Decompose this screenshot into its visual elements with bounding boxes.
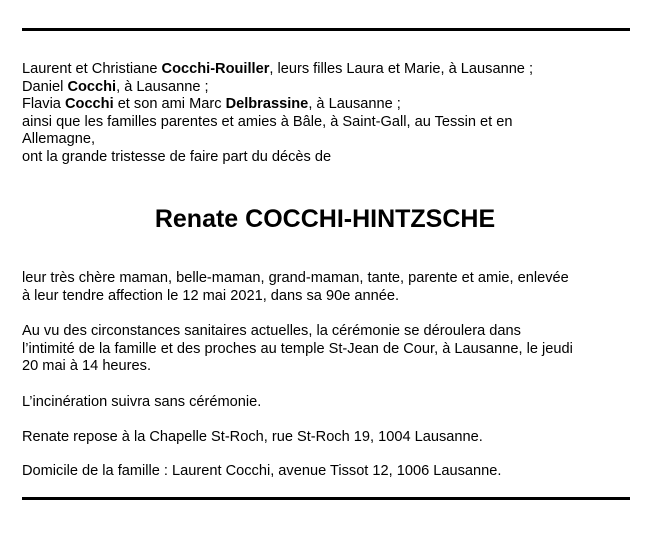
paragraph-line: à leur tendre affection le 12 mai 2021, dans sa 90e année. [22, 287, 400, 304]
family-announcement [22, 61, 622, 166]
paragraph-relationship [22, 270, 622, 305]
paragraph-chapel: Renate repose à la Chapelle St-Roch, rue St-Roch 19, 1004 Lausanne. [22, 429, 483, 445]
family-line-4: ainsi que les familles parentes et amies à Bâle, à Saint-Gall, au Tessin et en [22, 113, 513, 130]
family-line-6: ont la grande tristesse de faire part du décès de [22, 148, 332, 165]
paragraph-family-address: Domicile de la famille : Laurent Cocchi, avenue Tissot 12, 1006 Lausanne. [22, 463, 502, 479]
top-rule [22, 28, 630, 31]
paragraph-line: leur très chère maman, belle-maman, grand-maman, tante, parente et amie, enlevée [22, 270, 569, 286]
surname-cocchi: Cocchi [67, 78, 117, 95]
surname-cocchi-rouiller: Cocchi-Rouiller [161, 61, 270, 77]
surname-delbrassine: Delbrassine [225, 96, 309, 112]
surname-cocchi-2: Cocchi [64, 96, 114, 112]
paragraph-line: 20 mai à 14 heures. [22, 358, 151, 374]
deceased-name: Renate COCCHI-HINTZSCHE [154, 205, 496, 233]
family-line-3: Flavia Cocchi et son ami Marc Delbrassine, à Lausanne ; [22, 96, 401, 112]
family-line-1: Laurent et Christiane Cocchi-Rouiller, leurs filles Laura et Marie, à Lausanne ; [22, 61, 534, 77]
paragraph-line: Au vu des circonstances sanitaires actuelles, la cérémonie se déroulera dans [22, 323, 521, 339]
paragraph-ceremony [22, 323, 622, 376]
bottom-rule [22, 497, 630, 500]
family-line-5: Allemagne, [22, 131, 96, 147]
family-line-2: Daniel Cocchi, à Lausanne ; [22, 78, 209, 95]
paragraph-incineration: L’incinération suivra sans cérémonie. [22, 394, 262, 410]
paragraph-line: l’intimité de la famille et des proches au temple St-Jean de Cour, à Lausanne, le jeudi [22, 340, 573, 357]
